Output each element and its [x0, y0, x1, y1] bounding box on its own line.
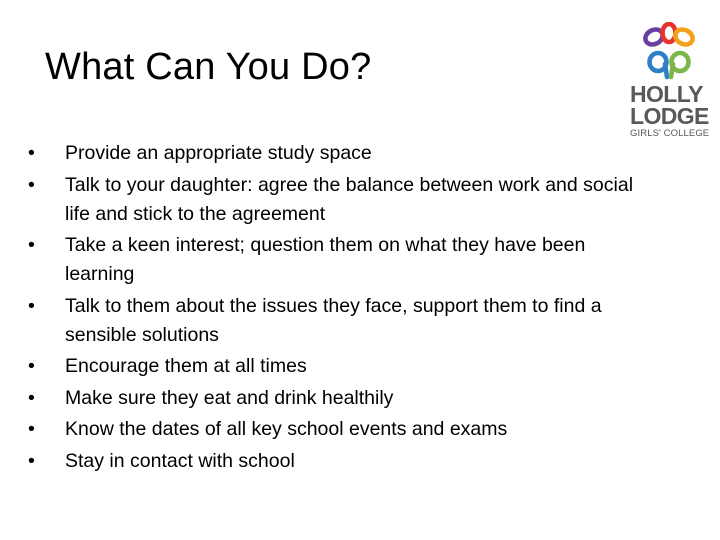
- bullet-mark: •: [28, 449, 35, 472]
- bullet-mark: •: [28, 418, 35, 440]
- logo-text-lodge: LODGE: [630, 103, 709, 129]
- bullet-item: [28, 292, 634, 350]
- bullet-text: Talk to your daughter: agree the balance between work and social life and stick to the agreement: [65, 173, 634, 225]
- logo-text-holly: HOLLY: [630, 81, 703, 107]
- bullet-item: [28, 171, 634, 229]
- bullet-mark: •: [28, 386, 35, 409]
- bullet-mark: •: [28, 173, 35, 196]
- bullet-list: [28, 139, 634, 478]
- bullet-text: Take a keen interest; question them on what they have been learning: [65, 234, 586, 285]
- bullet-text: Encourage them at all times: [65, 355, 307, 377]
- bullet-text: Provide an appropriate study space: [65, 142, 372, 164]
- flower-logo-icon: [636, 22, 702, 82]
- bullet-mark: •: [28, 294, 35, 317]
- logo-stem-green: [671, 64, 673, 77]
- bullet-text: Stay in contact with school: [65, 449, 295, 472]
- bullet-text: Make sure they eat and drink healthily: [65, 386, 394, 409]
- bullet-item: [28, 352, 634, 381]
- bullet-mark: •: [28, 234, 35, 256]
- bullet-item: [28, 384, 634, 413]
- logo-stem-blue: [665, 64, 667, 77]
- bullet-text: Talk to them about the issues they face, support them to find a sensible solutions: [65, 294, 602, 346]
- bullet-mark: •: [28, 142, 35, 164]
- logo-petal-orange: [673, 27, 695, 48]
- bullet-mark: •: [28, 355, 35, 377]
- bullet-item: [28, 447, 634, 476]
- bullet-item: [28, 231, 634, 289]
- slide-title: What Can You Do?: [45, 46, 372, 88]
- bullet-item: [28, 139, 634, 168]
- bullet-item: [28, 415, 634, 444]
- school-logo: [628, 22, 708, 140]
- bullet-text: Know the dates of all key school events and exams: [65, 418, 508, 440]
- logo-text-girls-college: GIRLS' COLLEGE: [630, 128, 710, 139]
